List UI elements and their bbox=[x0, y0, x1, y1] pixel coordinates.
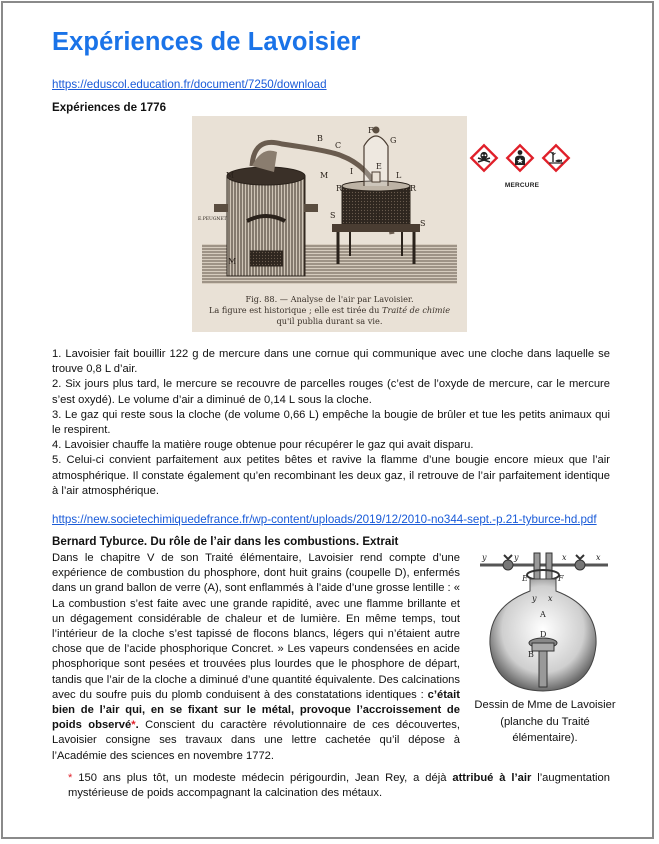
ghs08-health-hazard-icon bbox=[505, 143, 535, 173]
experiment-steps bbox=[52, 347, 610, 499]
footnote-text-2: l’augmentation mystérieuse de poids accompagnant la calcination des métaux. bbox=[68, 772, 610, 800]
svg-text:E: E bbox=[522, 574, 528, 583]
svg-text:E: E bbox=[376, 162, 382, 171]
svg-text:M: M bbox=[228, 257, 237, 266]
svg-text:x: x bbox=[548, 594, 553, 603]
footnote bbox=[68, 771, 610, 801]
flask-figure-caption: Dessin de Mme de Lavoisier (planche du Traité élémentaire). bbox=[474, 699, 616, 744]
page-title: Expériences de Lavoisier bbox=[52, 28, 361, 56]
flask-drawing-figure bbox=[478, 545, 610, 693]
figure-1-caption-line-1: Fig. 88. — Analyse de l'air par Lavoisier. bbox=[245, 294, 414, 304]
svg-text:B: B bbox=[528, 650, 534, 659]
svg-text:M: M bbox=[226, 171, 235, 180]
footnote-text-1: 150 ans plus tôt, un modeste médecin périgourdin, Jean Rey, a déjà bbox=[72, 772, 453, 784]
extract-paragraph bbox=[52, 551, 460, 764]
eduscol-link[interactable]: https://eduscol.education.fr/document/7250/download bbox=[52, 78, 327, 91]
step-2: 2. Six jours plus tard, le mercure se recouvre de parcelles rouges (c’est de l’oxyde de mercure, car le mercure s’est oxydé). Le volume d’air a diminué de 0,14 L sous la cloche. bbox=[52, 378, 610, 406]
caption-text: La figure est historique ; elle est tirée du bbox=[208, 305, 383, 315]
section-heading-1776: Expériences de 1776 bbox=[52, 101, 167, 114]
tyburce-extract bbox=[52, 551, 460, 764]
svg-text:D: D bbox=[540, 630, 547, 639]
lavoisier-apparatus-figure bbox=[192, 116, 467, 332]
extract-bold-period: . bbox=[135, 719, 139, 732]
footnote-asterisk: * bbox=[68, 772, 73, 784]
hazard-pictograms bbox=[467, 140, 577, 176]
footnote-paragraph bbox=[68, 771, 610, 801]
svg-text:M: M bbox=[320, 171, 329, 180]
footnote-marker: * bbox=[131, 719, 136, 732]
svg-text:E.PEUGNET: E.PEUGNET bbox=[198, 217, 227, 222]
svg-text:y: y bbox=[514, 553, 519, 562]
step-4: 4. Lavoisier chauffe la matière rouge obtenue pour récupérer le gaz qui avait disparu. bbox=[52, 439, 474, 452]
svg-text:S: S bbox=[330, 211, 336, 220]
svg-text:S: S bbox=[420, 219, 426, 228]
step-5: 5. Celui-ci convient parfaitement aux petites bêtes et ravive la flamme d’une bougie encore mieux que l’air atmosphérique. Il constate également qu’en recombinant les deux gaz, il retrouve de l’air parfaitement identique à l’air atmosphérique. bbox=[52, 454, 610, 497]
svg-text:I: I bbox=[350, 167, 354, 176]
ghs06-skull-icon bbox=[469, 143, 499, 173]
svg-text:D: D bbox=[376, 212, 383, 221]
svg-text:F: F bbox=[368, 126, 374, 135]
extract-text-1: Dans le chapitre V de son Traité élémentaire, Lavoisier rend compte d’une expérience de combustion du phosphore, dont huit grains (coupelle D), enfermés dans un grand ballon de verre (A), sont enflammés à l’aide d’une grosse lentille : « La combustion s’est faite avec une grande rapidité, avec une flamme brillante et un dégagement considérable de chaleur et de lumière. En même temps, tout l’intérieur de la cloche s’est tapissé de flocons blancs, légers qui n’étaient autre chose que de l’acide phosphorique Concret. » Les vapeurs condensées en acide phosphorique sont pesées et trouvées plus lourdes que le phosphore de départ, tandis que l’air de la cloche a diminué d’une quantité équivalente. Des calcinations avec du soufre puis du plomb conduisent à des constatations identiques : bbox=[52, 552, 460, 701]
svg-text:B: B bbox=[317, 134, 323, 143]
section-heading-tyburce: Bernard Tyburce. Du rôle de l’air dans les combustions. Extrait bbox=[52, 535, 399, 548]
svg-text:L: L bbox=[396, 171, 402, 180]
bell-jar bbox=[364, 127, 388, 187]
ghs09-environment-icon bbox=[541, 143, 571, 173]
extract-text-2: Conscient du caractère révolutionnaire de ces découvertes, Lavoisier consigne ses travaux dans une lettre cachetée qu’il dépose à l’Académie des sciences en novembre 1772. bbox=[52, 719, 460, 762]
figure-1-caption-line-2 bbox=[192, 305, 467, 316]
societe-chimique-link[interactable]: https://new.societechimiquedefrance.fr/wp-content/uploads/2019/12/2010-no344-sept.-p.21-tyburce-hd.pdf bbox=[52, 513, 597, 526]
svg-text:C: C bbox=[335, 141, 342, 150]
svg-text:y: y bbox=[482, 553, 487, 562]
footnote-bold: attribué à l’air bbox=[452, 772, 532, 784]
svg-text:x: x bbox=[562, 553, 567, 562]
svg-text:y: y bbox=[532, 594, 537, 603]
svg-text:G: G bbox=[390, 136, 397, 145]
figure-1-caption-line-3: qu'il publia durant sa vie. bbox=[276, 316, 383, 326]
svg-text:R: R bbox=[336, 184, 343, 193]
glass-flask-drawing bbox=[478, 545, 610, 693]
svg-text:R: R bbox=[410, 184, 417, 193]
svg-text:A: A bbox=[540, 610, 546, 619]
step-1: 1. Lavoisier fait bouillir 122 g de mercure dans une cornue qui communique avec une cloche dans laquelle se trouve 0,8 L d’air. bbox=[52, 348, 610, 376]
svg-text:F: F bbox=[558, 574, 564, 583]
hazard-label-mercure: MERCURE bbox=[504, 182, 540, 189]
extract-bold-statement: c’était bien de l’air qui, en se fixant sur le métal, provoque l’accroissement de poids observé bbox=[52, 688, 460, 732]
step-3: 3. Le gaz qui reste sous la cloche (de volume 0,66 L) empêche la bougie de brûler et tue les petits animaux qui le respirent. bbox=[52, 408, 610, 437]
caption-italic-title: Traité de chimie bbox=[382, 305, 451, 315]
svg-text:x: x bbox=[596, 553, 601, 562]
